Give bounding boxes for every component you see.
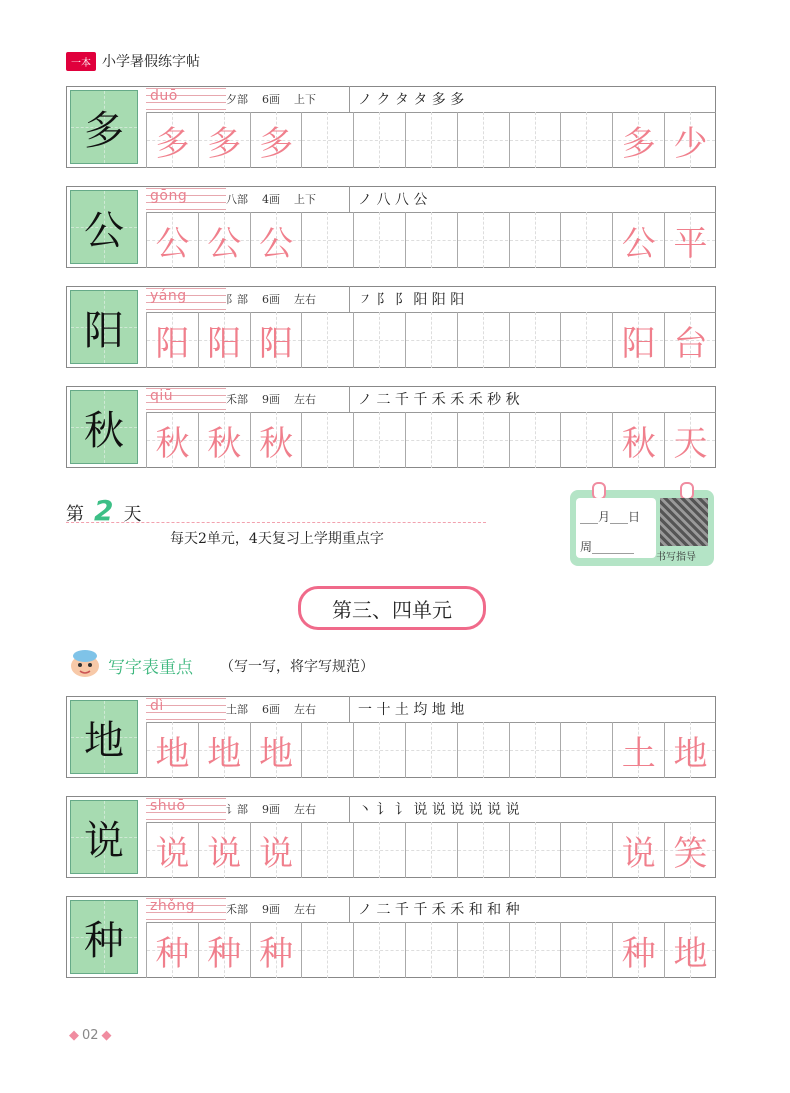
structure: 上下 xyxy=(294,93,316,106)
writing-grid xyxy=(146,212,716,268)
day-suffix: 天 xyxy=(123,504,142,525)
model-char-cell xyxy=(70,700,138,774)
trace-char: 笑 xyxy=(673,833,708,874)
trace-char xyxy=(406,212,457,268)
pinyin-lines xyxy=(146,88,226,110)
pinyin-lines xyxy=(146,288,226,310)
week-field: 周_______ xyxy=(580,540,635,554)
writing-cell[interactable] xyxy=(198,112,249,168)
trace-char xyxy=(561,412,612,468)
writing-cell[interactable] xyxy=(612,312,663,368)
trace-char: 公 xyxy=(155,223,190,264)
writing-cell[interactable] xyxy=(250,822,301,878)
trace-char: 土 xyxy=(621,733,656,774)
trace-char xyxy=(510,922,561,978)
writing-cell[interactable] xyxy=(353,112,404,168)
writing-cell[interactable] xyxy=(457,412,508,468)
writing-grid xyxy=(146,922,716,978)
char-meta xyxy=(226,291,330,307)
structure: 左右 xyxy=(294,393,316,406)
writing-cell[interactable] xyxy=(509,922,560,978)
structure: 左右 xyxy=(294,293,316,306)
trace-char xyxy=(561,722,612,778)
trace-char: 天 xyxy=(673,423,708,464)
trace-char xyxy=(561,312,612,368)
structure: 左右 xyxy=(294,803,316,816)
trace-char: 说 xyxy=(259,833,294,874)
trace-char xyxy=(458,412,509,468)
trace-char xyxy=(302,312,353,368)
page-header xyxy=(66,50,200,72)
writing-cell[interactable] xyxy=(353,412,404,468)
trace-char xyxy=(406,412,457,468)
trace-char xyxy=(510,412,561,468)
pinyin-lines xyxy=(146,188,226,210)
model-char-cell xyxy=(70,800,138,874)
stroke-order: ㇇ 阝 阝 阳 阳 阳 xyxy=(349,286,464,312)
writing-cell[interactable] xyxy=(664,112,715,168)
writing-cell[interactable] xyxy=(146,922,197,978)
writing-cell[interactable] xyxy=(301,112,352,168)
trace-char: 阳 xyxy=(207,323,242,364)
writing-grid xyxy=(146,312,716,368)
char-practice-row xyxy=(66,696,716,778)
radical: 八部 xyxy=(226,193,248,206)
trace-char: 说 xyxy=(621,833,656,874)
writing-cell[interactable] xyxy=(301,212,352,268)
writing-cell[interactable] xyxy=(560,722,611,778)
radical: 土部 xyxy=(226,703,248,716)
trace-char: 台 xyxy=(673,323,708,364)
trace-char xyxy=(458,922,509,978)
writing-cell[interactable] xyxy=(146,112,197,168)
trace-char xyxy=(458,822,509,878)
trace-char: 种 xyxy=(207,933,242,974)
date-fill-area[interactable] xyxy=(576,498,656,558)
char-meta xyxy=(226,391,330,407)
writing-cell[interactable] xyxy=(353,312,404,368)
stroke-count: 9画 xyxy=(262,803,280,816)
writing-grid xyxy=(146,412,716,468)
writing-cell[interactable] xyxy=(612,722,663,778)
writing-cell[interactable] xyxy=(457,922,508,978)
writing-cell[interactable] xyxy=(612,822,663,878)
writing-cell[interactable] xyxy=(612,112,663,168)
writing-cell[interactable] xyxy=(405,112,456,168)
pinyin: dì xyxy=(150,698,164,714)
writing-cell[interactable] xyxy=(146,212,197,268)
trace-char: 阳 xyxy=(155,323,190,364)
book-title: 小学暑假练字帖 xyxy=(102,54,200,70)
writing-cell[interactable] xyxy=(509,412,560,468)
pinyin: gōng xyxy=(150,188,188,204)
trace-char xyxy=(354,722,405,778)
day-divider xyxy=(66,522,486,523)
day-number: 2 xyxy=(94,494,114,527)
trace-char: 多 xyxy=(155,123,190,164)
trace-char: 说 xyxy=(207,833,242,874)
writing-cell[interactable] xyxy=(146,312,197,368)
writing-cell[interactable] xyxy=(198,312,249,368)
writing-cell[interactable] xyxy=(509,112,560,168)
writing-cell[interactable] xyxy=(612,212,663,268)
trace-char xyxy=(510,212,561,268)
writing-cell[interactable] xyxy=(509,212,560,268)
writing-cell[interactable] xyxy=(509,312,560,368)
writing-cell[interactable] xyxy=(560,212,611,268)
writing-cell[interactable] xyxy=(405,922,456,978)
model-char: 多 xyxy=(84,107,124,154)
writing-cell[interactable] xyxy=(457,112,508,168)
writing-cell[interactable] xyxy=(560,412,611,468)
pinyin-lines xyxy=(146,898,226,920)
trace-char: 种 xyxy=(621,933,656,974)
stroke-count: 6画 xyxy=(262,93,280,106)
stroke-order: ノ ク タ タ 多 多 xyxy=(349,86,464,112)
trace-char: 多 xyxy=(207,123,242,164)
writing-cell[interactable] xyxy=(560,112,611,168)
writing-cell[interactable] xyxy=(198,212,249,268)
writing-cell[interactable] xyxy=(457,312,508,368)
writing-cell[interactable] xyxy=(664,312,715,368)
writing-cell[interactable] xyxy=(301,412,352,468)
writing-cell[interactable] xyxy=(405,722,456,778)
writing-cell[interactable] xyxy=(250,922,301,978)
model-char: 地 xyxy=(84,717,124,764)
info-line xyxy=(146,86,716,113)
trace-char xyxy=(510,822,561,878)
brand-badge: 一本 xyxy=(66,52,96,71)
writing-cell[interactable] xyxy=(664,722,715,778)
writing-cell[interactable] xyxy=(198,412,249,468)
writing-cell[interactable] xyxy=(250,312,301,368)
trace-char xyxy=(354,212,405,268)
trace-char: 多 xyxy=(621,123,656,164)
trace-char: 说 xyxy=(155,833,190,874)
writing-cell[interactable] xyxy=(353,212,404,268)
writing-cell[interactable] xyxy=(301,922,352,978)
page-number-text: 02 xyxy=(82,1028,99,1043)
model-char-cell xyxy=(70,390,138,464)
trace-char xyxy=(302,212,353,268)
trace-char xyxy=(561,822,612,878)
stroke-count: 6画 xyxy=(262,703,280,716)
qr-caption: 书写指导 xyxy=(656,552,696,563)
writing-cell[interactable] xyxy=(250,412,301,468)
trace-char: 阳 xyxy=(259,323,294,364)
pinyin-lines xyxy=(146,388,226,410)
char-practice-row xyxy=(66,386,716,468)
trace-char xyxy=(354,412,405,468)
trace-char xyxy=(406,822,457,878)
trace-char xyxy=(302,822,353,878)
writing-cell[interactable] xyxy=(198,822,249,878)
trace-char xyxy=(354,312,405,368)
trace-char: 阳 xyxy=(621,323,656,364)
info-line xyxy=(146,186,716,213)
stroke-count: 9画 xyxy=(262,903,280,916)
writing-cell[interactable] xyxy=(353,722,404,778)
writing-cell[interactable] xyxy=(250,112,301,168)
trace-char xyxy=(458,722,509,778)
stroke-count: 9画 xyxy=(262,393,280,406)
trace-char: 少 xyxy=(673,123,708,164)
trace-char: 种 xyxy=(155,933,190,974)
trace-char: 秋 xyxy=(621,423,656,464)
pinyin: qiū xyxy=(150,388,174,404)
diamond-icon: ◆ xyxy=(101,1028,112,1043)
trace-char: 公 xyxy=(621,223,656,264)
trace-char: 地 xyxy=(673,933,708,974)
info-line xyxy=(146,696,716,723)
model-char: 秋 xyxy=(84,407,124,454)
writing-cell[interactable] xyxy=(664,822,715,878)
trace-char: 多 xyxy=(259,123,294,164)
char-practice-row xyxy=(66,896,716,978)
structure: 左右 xyxy=(294,703,316,716)
trace-char xyxy=(302,722,353,778)
trace-char: 秋 xyxy=(155,423,190,464)
trace-char xyxy=(354,112,405,168)
trace-char: 地 xyxy=(673,733,708,774)
pinyin: duō xyxy=(150,88,178,104)
writing-cell[interactable] xyxy=(560,922,611,978)
trace-char: 地 xyxy=(259,733,294,774)
writing-cell[interactable] xyxy=(612,922,663,978)
trace-char: 平 xyxy=(673,223,708,264)
trace-char xyxy=(302,412,353,468)
writing-cell[interactable] xyxy=(560,822,611,878)
trace-char xyxy=(458,312,509,368)
char-practice-row xyxy=(66,86,716,168)
pinyin: shuō xyxy=(150,798,186,814)
stroke-order: ノ 二 千 千 禾 禾 禾 秒 秋 xyxy=(349,386,520,412)
trace-char: 秋 xyxy=(207,423,242,464)
month-day-field: ___月___日 xyxy=(580,510,641,524)
trace-char: 种 xyxy=(259,933,294,974)
writing-cell[interactable] xyxy=(664,922,715,978)
writing-cell[interactable] xyxy=(664,412,715,468)
trace-char xyxy=(406,722,457,778)
writing-cell[interactable] xyxy=(301,722,352,778)
trace-char: 地 xyxy=(155,733,190,774)
diamond-icon: ◆ xyxy=(69,1028,79,1043)
radical: 夕部 xyxy=(226,93,248,106)
trace-char xyxy=(510,722,561,778)
writing-cell[interactable] xyxy=(301,312,352,368)
structure: 上下 xyxy=(294,193,316,206)
writing-grid xyxy=(146,822,716,878)
char-meta xyxy=(226,701,330,717)
stroke-order: 丶 讠 讠 说 说 说 说 说 说 xyxy=(349,796,520,822)
char-meta xyxy=(226,191,330,207)
writing-cell[interactable] xyxy=(146,722,197,778)
date-card xyxy=(570,490,714,566)
model-char: 阳 xyxy=(84,307,124,354)
writing-cell[interactable] xyxy=(457,722,508,778)
info-line xyxy=(146,386,716,413)
pinyin: zhǒng xyxy=(150,898,196,914)
section-note: （写一写，将字写规范） xyxy=(220,659,374,675)
day-description: 每天2单元，4天复习上学期重点字 xyxy=(170,531,384,547)
info-line xyxy=(146,286,716,313)
radical: 禾部 xyxy=(226,903,248,916)
char-practice-row xyxy=(66,796,716,878)
section-title: 写字表重点 xyxy=(108,658,193,678)
char-meta xyxy=(226,801,330,817)
stroke-count: 4画 xyxy=(262,193,280,206)
writing-cell[interactable] xyxy=(146,822,197,878)
writing-cell[interactable] xyxy=(198,922,249,978)
writing-cell[interactable] xyxy=(457,212,508,268)
radical: 阝部 xyxy=(226,293,248,306)
radical: 禾部 xyxy=(226,393,248,406)
writing-cell[interactable] xyxy=(405,822,456,878)
trace-char xyxy=(302,922,353,978)
pinyin: yáng xyxy=(150,288,187,304)
trace-char xyxy=(302,112,353,168)
writing-cell[interactable] xyxy=(509,822,560,878)
unit-banner: 第三、四单元 xyxy=(298,586,486,630)
writing-cell[interactable] xyxy=(353,822,404,878)
trace-char xyxy=(354,922,405,978)
char-practice-row xyxy=(66,186,716,268)
writing-cell[interactable] xyxy=(612,412,663,468)
model-char: 说 xyxy=(84,817,124,864)
writing-cell[interactable] xyxy=(250,212,301,268)
model-char-cell xyxy=(70,90,138,164)
trace-char xyxy=(510,312,561,368)
pinyin-lines xyxy=(146,798,226,820)
trace-char: 公 xyxy=(259,223,294,264)
trace-char: 秋 xyxy=(259,423,294,464)
day-section xyxy=(66,494,384,547)
mascot-icon xyxy=(66,646,104,678)
info-line xyxy=(146,796,716,823)
trace-char: 公 xyxy=(207,223,242,264)
trace-char xyxy=(458,212,509,268)
writing-grid xyxy=(146,722,716,778)
day-prefix: 第 xyxy=(66,504,84,525)
writing-grid xyxy=(146,112,716,168)
model-char: 种 xyxy=(84,917,124,964)
radical: 讠部 xyxy=(226,803,248,816)
stroke-count: 6画 xyxy=(262,293,280,306)
char-meta xyxy=(226,91,330,107)
writing-cell[interactable] xyxy=(405,212,456,268)
writing-cell[interactable] xyxy=(509,722,560,778)
writing-cell[interactable] xyxy=(405,412,456,468)
writing-cell[interactable] xyxy=(560,312,611,368)
stroke-order: ノ 二 千 千 禾 禾 和 和 种 xyxy=(349,896,520,922)
stroke-order: 一 十 土 均 地 地 xyxy=(349,696,464,722)
char-meta xyxy=(226,901,330,917)
trace-char xyxy=(406,922,457,978)
model-char-cell xyxy=(70,290,138,364)
qr-code-icon[interactable] xyxy=(660,498,708,546)
writing-cell[interactable] xyxy=(405,312,456,368)
writing-cell[interactable] xyxy=(198,722,249,778)
structure: 左右 xyxy=(294,903,316,916)
pinyin-lines xyxy=(146,698,226,720)
model-char: 公 xyxy=(84,207,124,254)
writing-cell[interactable] xyxy=(301,822,352,878)
writing-cell[interactable] xyxy=(457,822,508,878)
trace-char xyxy=(561,112,612,168)
writing-cell[interactable] xyxy=(250,722,301,778)
writing-cell[interactable] xyxy=(146,412,197,468)
trace-char xyxy=(354,822,405,878)
stroke-order: ノ 八 八 公 xyxy=(349,186,427,212)
trace-char: 地 xyxy=(207,733,242,774)
trace-char xyxy=(510,112,561,168)
trace-char xyxy=(561,922,612,978)
info-line xyxy=(146,896,716,923)
trace-char xyxy=(406,112,457,168)
trace-char xyxy=(406,312,457,368)
trace-char xyxy=(458,112,509,168)
writing-cell[interactable] xyxy=(664,212,715,268)
char-practice-row xyxy=(66,286,716,368)
page-number xyxy=(66,1028,115,1043)
writing-cell[interactable] xyxy=(353,922,404,978)
trace-char xyxy=(561,212,612,268)
model-char-cell xyxy=(70,190,138,264)
model-char-cell xyxy=(70,900,138,974)
